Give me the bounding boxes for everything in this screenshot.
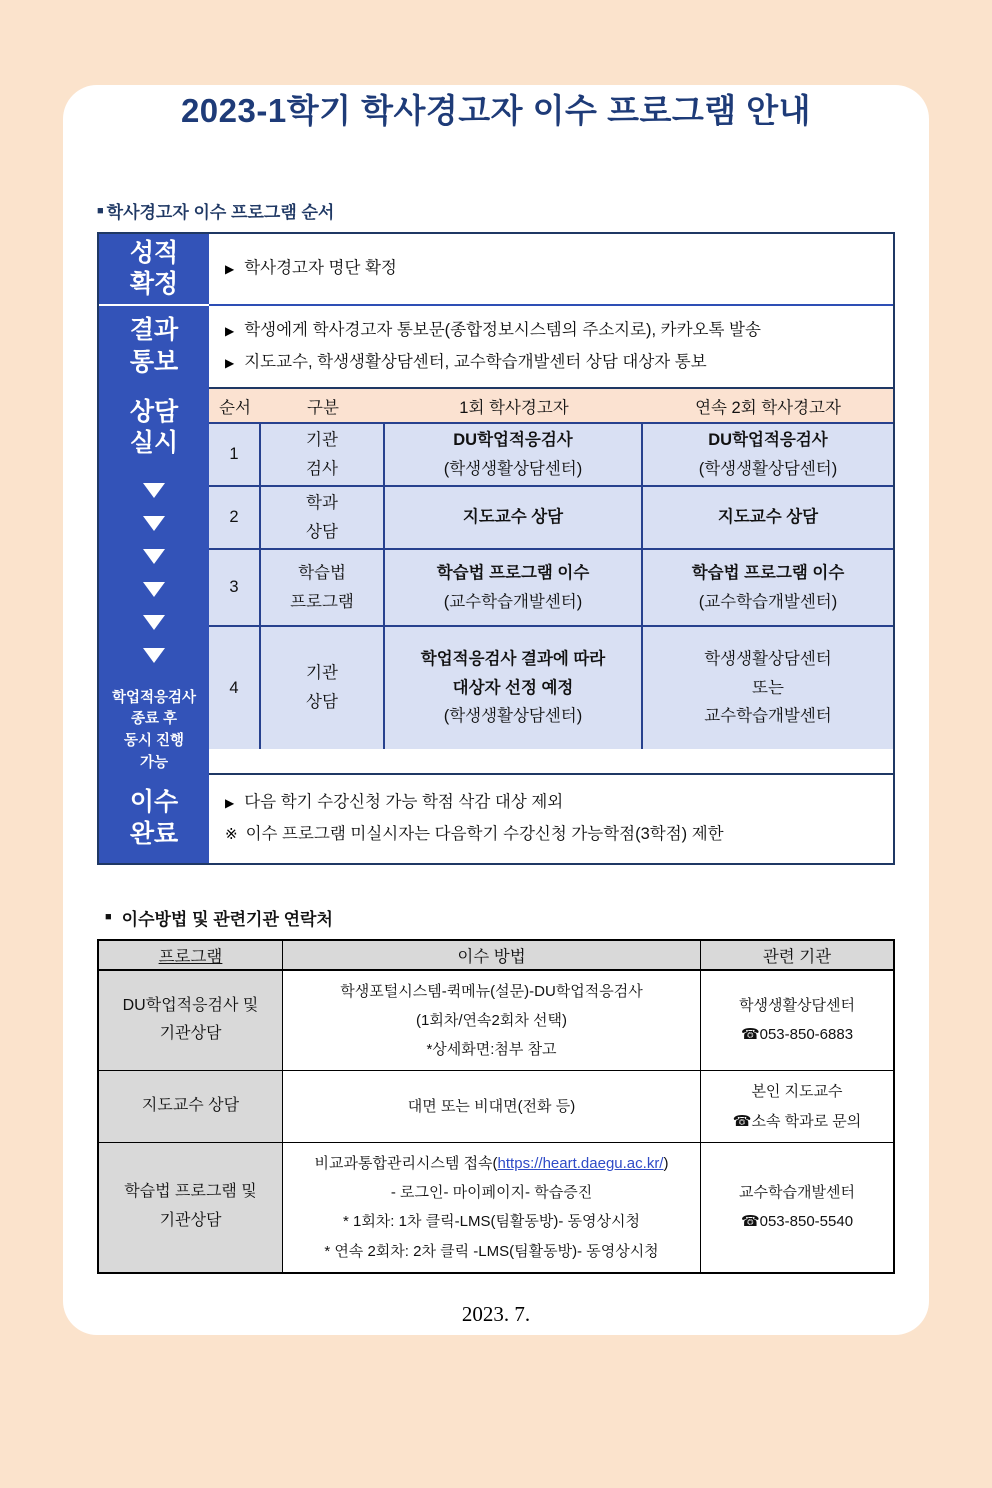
step-first-warning	[385, 550, 643, 627]
consult-steps-table	[209, 387, 893, 775]
step-second-warning	[643, 550, 893, 627]
cell-line: (교수학습개발센터)	[698, 592, 838, 611]
square-bullet-icon: ■	[105, 911, 112, 923]
cell-line: 대상자 선정 예정	[452, 678, 574, 697]
cell-line: 학업적응검사 결과에 따라	[420, 649, 606, 668]
step-no: 1	[209, 424, 261, 487]
program-cell	[99, 1143, 283, 1272]
consult-side-note	[112, 688, 196, 775]
link-suffix: )	[663, 1154, 669, 1172]
cell-line: 또는	[752, 678, 784, 697]
step-second-warning	[643, 424, 893, 487]
note-line: 종료 후	[130, 711, 178, 728]
cell-line: 상담	[306, 693, 338, 711]
step-second-warning	[643, 487, 893, 550]
flow-section-heading-text: 학사경고자 이수 프로그램 순서	[106, 203, 335, 222]
cell-line: 프로그램	[290, 592, 354, 611]
cell-line: 학습법 프로그램 및	[124, 1183, 257, 1201]
stage-label-line: 결과	[129, 316, 179, 345]
flow-grade-content	[209, 234, 893, 306]
cell-line: 지도교수 상담	[462, 508, 564, 527]
bullet-line	[225, 819, 893, 850]
cell-line: (학생생활상담센터)	[443, 707, 583, 726]
cell-line: 상담	[306, 522, 338, 541]
method-cell	[283, 1143, 701, 1272]
cell-line: DU학업적응검사 및	[122, 996, 259, 1014]
org-cell	[701, 1071, 893, 1143]
cell-line: DU학업적응검사	[708, 430, 828, 449]
bullet-text: 지도교수, 학생생활상담센터, 교수학습개발센터 상담 대상자 통보	[244, 352, 707, 371]
cell-line: *상세화면:첨부 참고	[426, 1041, 557, 1058]
down-arrow-icon	[143, 615, 165, 630]
cell-line: 교수학습개발센터	[739, 1184, 855, 1201]
contact-section-heading	[97, 905, 895, 930]
flow-stage-notify	[99, 306, 209, 387]
reference-marker-icon: ※	[225, 825, 238, 843]
bullet-text: 다음 학기 수강신청 가능 학점 삭감 대상 제외	[244, 793, 564, 812]
step-category	[261, 487, 385, 550]
cell-line: 학생생활상담센터	[739, 997, 855, 1015]
heart-system-link[interactable]: https://heart.daegu.ac.kr/	[497, 1154, 664, 1172]
down-arrow-icon	[143, 483, 165, 498]
cell-line: 본인 지도교수	[751, 1083, 843, 1101]
cell-line: 학생생활상담센터	[704, 649, 832, 668]
square-bullet-icon: ■	[97, 204, 104, 217]
contact-table	[97, 939, 895, 1274]
bullet-line	[225, 253, 893, 284]
program-cell	[99, 1071, 283, 1143]
method-cell	[283, 1071, 701, 1143]
link-prefix: 비교과통합관리시스템 접속(	[314, 1154, 498, 1172]
stage-label-line: 통보	[129, 347, 179, 376]
cell-line: (학생생활상담센터)	[443, 459, 583, 478]
down-arrow-stack	[143, 474, 165, 672]
program-cell	[99, 971, 283, 1072]
play-marker-icon: ▶	[225, 796, 235, 811]
phone-line: ☎053-850-6883	[740, 1026, 854, 1044]
flow-section-heading	[97, 198, 895, 223]
note-line: 가능	[139, 754, 168, 771]
col-header-no: 순서	[209, 389, 261, 424]
down-arrow-icon	[143, 648, 165, 663]
step-second-warning	[643, 627, 893, 749]
bullet-line	[225, 347, 893, 378]
col-header-category: 구분	[261, 389, 385, 424]
step-first-warning	[385, 627, 643, 749]
stage-label-line: 실시	[129, 429, 179, 458]
down-arrow-icon	[143, 582, 165, 597]
step-first-warning	[385, 487, 643, 550]
note-line: 동시 진행	[123, 733, 185, 749]
cell-line: (1회차/연속2회차 선택)	[416, 1011, 567, 1029]
cell-line: (학생생활상담센터)	[698, 459, 838, 478]
cell-line: 학과	[306, 493, 338, 512]
bullet-text: 학사경고자 명단 확정	[244, 259, 397, 278]
cell-line: * 연속 2회차: 2차 클릭 -LMS(팀활동방)- 동영상시청	[324, 1242, 659, 1260]
stage-label-line: 성적	[129, 238, 179, 267]
flow-stage-complete	[99, 775, 209, 863]
cell-line: * 1회차: 1차 클릭-LMS(팀활동방)- 동영상시청	[342, 1213, 641, 1231]
bullet-line	[225, 315, 893, 346]
play-marker-icon: ▶	[225, 355, 235, 370]
flow-stage-grade	[99, 234, 209, 306]
org-cell	[701, 1143, 893, 1272]
stage-label-line: 상담	[129, 398, 179, 426]
cell-line: 학습법	[298, 563, 346, 582]
cell-line-with-link	[315, 1149, 669, 1178]
stage-label-line: 확정	[129, 270, 179, 298]
cell-line: 학생포털시스템-퀵메뉴(설문)-DU학업적응검사	[340, 982, 643, 1000]
document-page	[63, 85, 929, 1335]
page-title: 2023-1학기 학사경고자 이수 프로그램 안내	[180, 92, 812, 129]
cell-line: 학습법 프로그램 이수	[691, 563, 845, 582]
stage-label-line: 이수	[129, 788, 179, 817]
col-header-first-warning: 1회 학사경고자	[385, 389, 643, 424]
down-arrow-icon	[143, 549, 165, 564]
phone-line: ☎053-850-5540	[740, 1213, 854, 1231]
col-header-method: 이수 방법	[283, 941, 701, 971]
cell-line: 교수학습개발센터	[704, 707, 832, 726]
cell-line: (교수학습개발센터)	[443, 592, 583, 611]
flow-stage-consult	[99, 387, 209, 775]
flow-table	[97, 232, 895, 865]
note-line: 학업적응검사	[111, 689, 197, 706]
step-first-warning	[385, 424, 643, 487]
cell-line: 기관상담	[159, 1025, 222, 1043]
method-cell	[283, 971, 701, 1072]
cell-line: 기관상담	[159, 1212, 222, 1230]
step-category	[261, 424, 385, 487]
col-header-second-warning: 연속 2회 학사경고자	[643, 389, 893, 424]
bullet-line	[225, 787, 893, 818]
phone-line: ☎소속 학과로 문의	[732, 1112, 862, 1130]
cell-line: DU학업적응검사	[453, 430, 573, 449]
org-cell	[701, 971, 893, 1072]
cell-line: 기관	[306, 430, 338, 449]
contact-section-heading-text: 이수방법 및 관련기관 연락처	[121, 909, 333, 929]
bullet-text: 학생에게 학사경고자 통보문(종합정보시스템의 주소지로), 카카오톡 발송	[244, 321, 761, 340]
cell-line: 지도교수 상담	[717, 508, 819, 527]
cell-line: - 로그인- 마이페이지- 학습증진	[390, 1184, 593, 1201]
bullet-text: 이수 프로그램 미실시자는 다음학기 수강신청 가능학점(3학점) 제한	[245, 824, 724, 843]
flow-complete-content	[209, 775, 893, 863]
col-header-program: 프로그램	[158, 947, 223, 966]
cell-line: 대면 또는 비대면(전화 등)	[407, 1097, 576, 1115]
col-header-org: 관련 기관	[701, 941, 893, 971]
stage-label-line: 완료	[129, 819, 179, 848]
step-no: 3	[209, 550, 261, 627]
document-date: 2023. 7.	[461, 1301, 531, 1326]
cell-line: 검사	[306, 459, 338, 478]
step-no: 2	[209, 487, 261, 550]
down-arrow-icon	[143, 516, 165, 531]
cell-line: 지도교수 상담	[141, 1097, 240, 1115]
cell-line: 기관	[306, 664, 338, 683]
play-marker-icon: ▶	[225, 324, 235, 339]
step-category	[261, 627, 385, 749]
flow-notify-content	[209, 306, 893, 387]
step-category	[261, 550, 385, 627]
cell-line: 학습법 프로그램 이수	[436, 563, 590, 582]
step-no: 4	[209, 627, 261, 749]
play-marker-icon: ▶	[225, 262, 235, 277]
